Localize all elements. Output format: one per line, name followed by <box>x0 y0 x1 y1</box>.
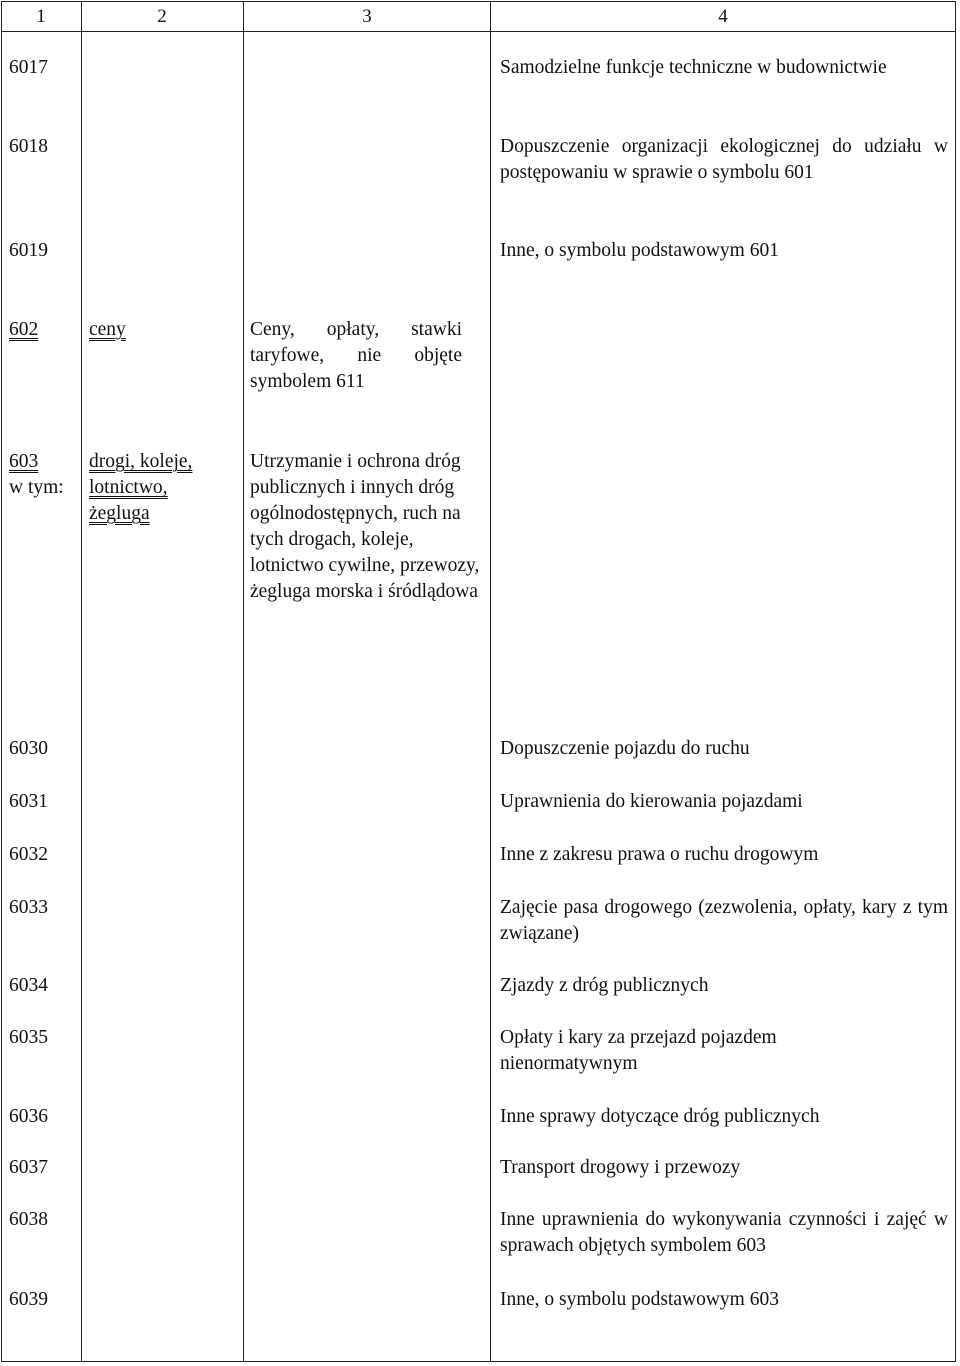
row-code: 6030 <box>9 738 48 759</box>
row-description: Dopuszczenie organizacji ekologicznej do udziału w postępowaniu w sprawie o symbolu 601 <box>500 136 948 183</box>
row-description: Inne, o symbolu podstawowym 601 <box>500 240 779 261</box>
row-code: 6031 <box>9 791 48 812</box>
row-name: drogi, koleje, lotnictwo, żegluga <box>89 451 193 524</box>
row-code: 6038 <box>9 1209 48 1230</box>
row-description: Inne, o symbolu podstawowym 603 <box>500 1289 779 1310</box>
row-description: Uprawnienia do kierowania pojazdami <box>500 791 803 812</box>
row-code-cell <box>9 449 81 501</box>
row-scope: Utrzymanie i ochrona dróg publicznych i innych dróg ogólnodostępnych, ruch na tych drogach, koleje, lotnictwo cywilne, przewozy, żegluga morska i śródlądowa <box>250 451 480 602</box>
row-description: Inne sprawy dotyczące dróg publicznych <box>500 1106 820 1127</box>
row-description: Inne uprawnienia do wykonywania czynności i zajęć w sprawach objętych symbolem 603 <box>500 1209 948 1256</box>
row-code: 6019 <box>9 240 48 261</box>
row-code: 603 <box>9 451 39 472</box>
row-code: 6017 <box>9 57 48 78</box>
row-description: Dopuszczenie pojazdu do ruchu <box>500 738 750 759</box>
row-code: 6034 <box>9 975 48 996</box>
classification-table: 1 2 3 4 6017 Samodzielne funkcje techniczne w budownictwie 6018 Dopuszczenie organizacji ekologicznej do udziału w postępowaniu w sprawie o symbolu 601 6019 Inne, o symbolu podstawowym 601 602 ceny Ceny, opłaty, stawki taryfowe, nie objęte symbolem 611 603 w tym: drogi, koleje, lotnictwo, żegluga Utrzymanie i ochrona dróg publicznych i innych dróg ogólnodostępnych, ruch na tych drogach, koleje, lotnictwo cywilne, przewozy, żegluga morska i śródlądowa 6030 Dopuszczenie pojazdu do ruchu 6031 Uprawnienia do kierowania pojazdami 6032 Inne z zakresu prawa o ruchu drogowym 6033 Zajęcie pasa drogowego (zezwolenia, opłaty, kary z tym związane) 6034 Zjazdy z dróg publicznych 6035 Opłaty i kary za przejazd pojazdem nienormatywnym 6036 Inne sprawy dotyczące dróg publicznych 6037 Transport drogowy i przewozy 6038 Inne uprawnienia do wykonywania czynności i zajęć w sprawach objętych symbolem 603 6039 Inne, o symbolu podstawowym 603 <box>0 0 960 1366</box>
row-description: Transport drogowy i przewozy <box>500 1157 741 1178</box>
row-code: 6035 <box>9 1027 48 1048</box>
row-code: 6039 <box>9 1289 48 1310</box>
row-name: ceny <box>89 319 126 340</box>
row-code-note: w tym: <box>9 477 64 498</box>
row-code: 6033 <box>9 897 48 918</box>
row-code: 6032 <box>9 844 48 865</box>
row-code: 6037 <box>9 1157 48 1178</box>
header-separator <box>1 31 956 32</box>
column-divider-3 <box>490 1 491 1362</box>
row-description: Inne z zakresu prawa o ruchu drogowym <box>500 844 819 865</box>
row-description: Samodzielne funkcje techniczne w budownictwie <box>500 57 887 78</box>
row-code: 602 <box>9 319 39 340</box>
row-code: 6036 <box>9 1106 48 1127</box>
row-description: Opłaty i kary za przejazd pojazdem nienormatywnym <box>500 1027 777 1074</box>
column-divider-2 <box>243 1 244 1362</box>
row-description: Zajęcie pasa drogowego (zezwolenia, opłaty, kary z tym związane) <box>500 897 948 944</box>
row-description: Zjazdy z dróg publicznych <box>500 975 709 996</box>
column-divider-1 <box>81 1 82 1362</box>
row-code: 6018 <box>9 136 48 157</box>
row-scope: Ceny, opłaty, stawki taryfowe, nie objęte symbolem 611 <box>250 319 462 392</box>
